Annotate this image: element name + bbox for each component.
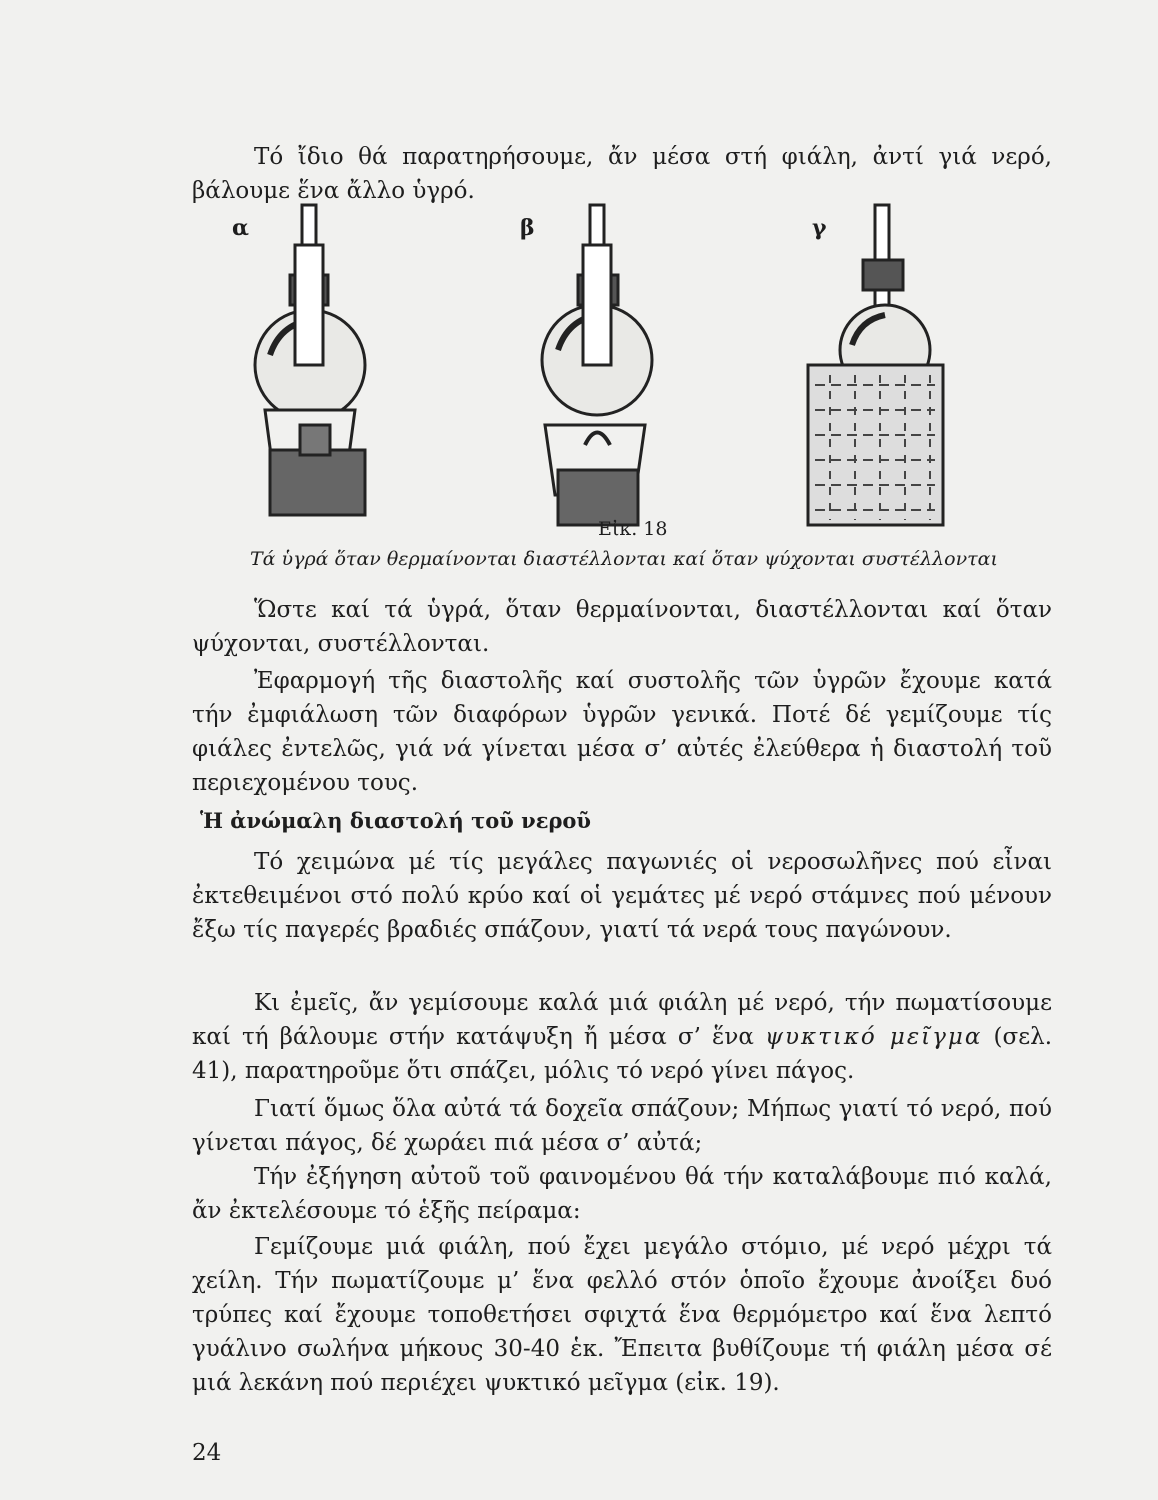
flask-a: [255, 205, 365, 515]
paragraph-3: Ἐφαρμογή τῆς διαστολῆς καί συστολῆς τῶν ὑγρῶν ἔχουμε κατά τήν ἐμφιάλωση τῶν διαφόρων ὑγρῶν γενικά. Ποτέ δέ γεμίζουμε τίς φιάλες ἐντελῶς, γιά νά γίνεται μέσα σ’ αὐτές ἐλεύθερα ἡ διαστολή τοῦ περιεχομένου τους.: [192, 668, 1052, 796]
paragraph-5-term: ψυκτικό μεῖγμα: [765, 1024, 983, 1050]
figure-label-a: α: [232, 215, 249, 241]
paragraph-4: Τό χειμώνα μέ τίς μεγάλες παγωνιές οἱ νεροσωλῆνες πού εἶναι ἐκτεθειμένοι στό πολύ κρύο καί οἱ γεμάτες μέ νερό στάμνες πού μένουν ἔξω τίς παγερές βραδιές σπάζουν, γιατί τά νερά τους παγώνουν.: [192, 849, 1052, 943]
paragraph-7: Τήν ἐξήγηση αὐτοῦ τοῦ φαινομένου θά τήν καταλάβουμε πιό καλά, ἄν ἐκτελέσουμε τό ἑξῆς πείραμα:: [192, 1164, 1052, 1224]
flask-c: [808, 205, 943, 525]
paragraph-8: Γεμίζουμε μιά φιάλη, πού ἔχει μεγάλο στόμιο, μέ νερό μέχρι τά χείλη. Τήν πωματίζουμε μ’ ἕνα φελλό στόν ὁποῖο ἔχουμε ἀνοίξει δυό τρύπες καί ἔχουμε τοποθετήσει σφιχτά ἕνα θερμόμετρο καί ἕνα λεπτό γυάλινο σωλήνα μήκους 30-40 ἑκ. Ἔπειτα βυθίζουμε τή φιάλη μέσα σέ μιά λεκάνη πού περιέχει ψυκτικό μεῖγμα (εἰκ. 19).: [192, 1234, 1052, 1396]
paragraph-1: Τό ἴδιο θά παρατηρήσουμε, ἄν μέσα στή φιάλη, ἀντί γιά νερό, βάλουμε ἕνα ἄλλο ὑγρό.: [192, 144, 1052, 204]
paragraph-5: [192, 986, 1052, 1088]
figure-flasks-illustration: [240, 195, 960, 535]
paragraph-2: Ὥστε καί τά ὑγρά, ὅταν θερμαίνονται, διαστέλλονται καί ὅταν ψύχονται, συστέλλονται.: [192, 597, 1052, 657]
flask-b: [542, 205, 652, 525]
paragraph-5-end: (σελ. 41), παρατηροῦμε ὅτι σπάζει, μόλις τό νερό γίνει πάγος.: [192, 1024, 1053, 1084]
figure-caption: Τά ὑγρά ὅταν θερμαίνονται διαστέλλονται καί ὅταν ψύχονται συστέλλονται: [250, 548, 998, 570]
figure-label-c: γ: [812, 215, 827, 241]
page-number: 24: [192, 1440, 222, 1466]
figure-number: Εἰκ. 18: [598, 518, 668, 540]
paragraph-5-start: Κι ἐμεῖς, ἄν γεμίσουμε καλά μιά φιάλη μέ νερό, τήν πωματίσουμε καί τή βάλουμε στήν κατάψυξη ἤ μέσα σ’ ἕνα: [192, 990, 1052, 1050]
figure-label-b: β: [520, 215, 535, 241]
section-heading: Ἡ ἀνώμαλη διαστολή τοῦ νεροῦ: [200, 808, 592, 833]
paragraph-6: Γιατί ὅμως ὅλα αὐτά τά δοχεῖα σπάζουν; Μήπως γιατί τό νερό, πού γίνεται πάγος, δέ χωράει πιά μέσα σ’ αὐτά;: [192, 1096, 1052, 1156]
